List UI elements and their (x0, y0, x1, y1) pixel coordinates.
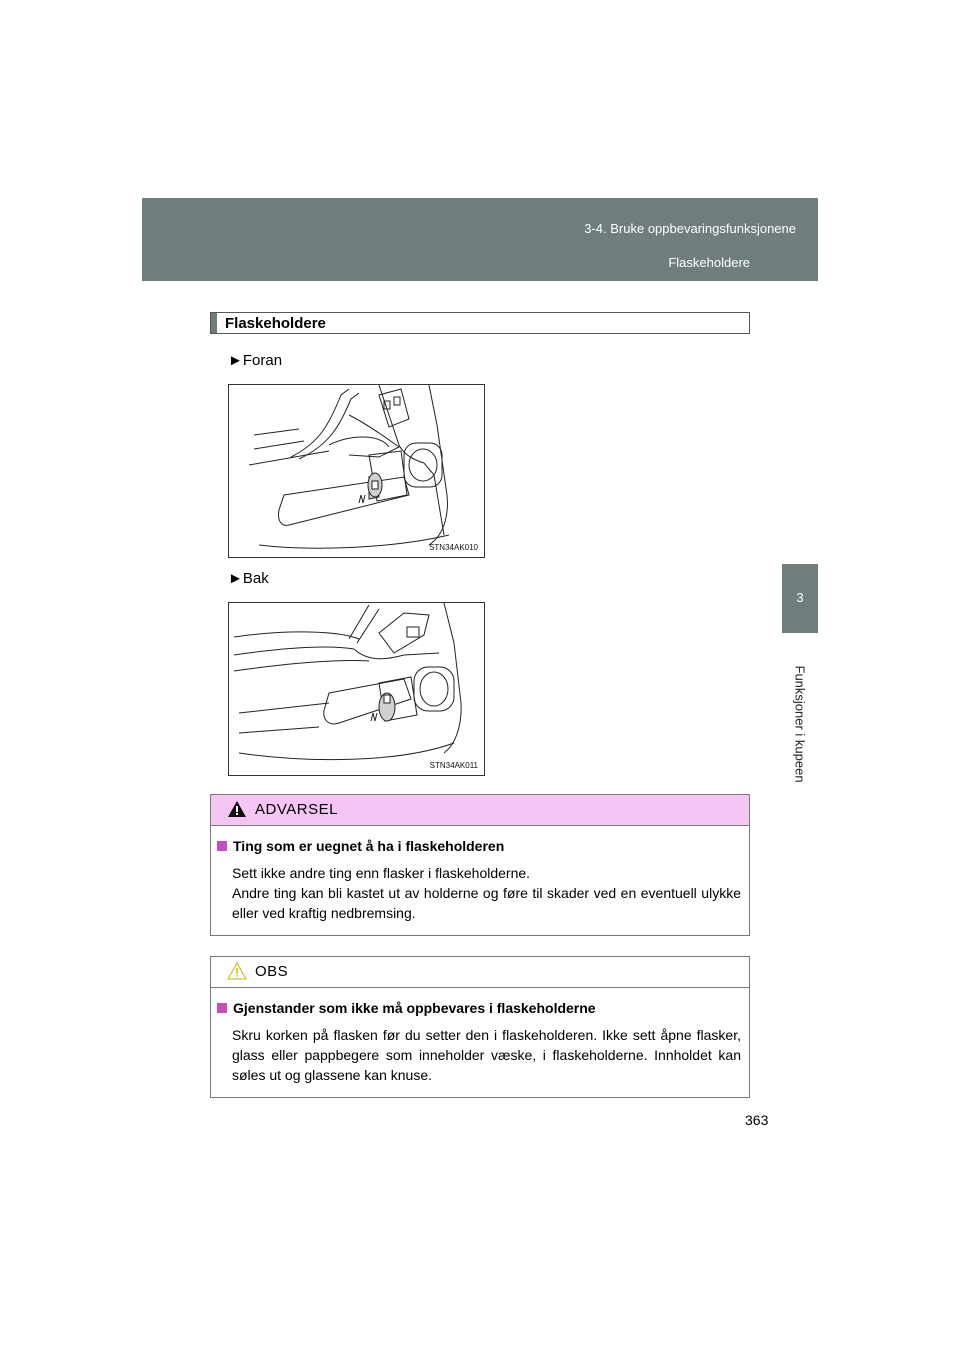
bullet-square-icon (217, 1003, 227, 1013)
warning-triangle-icon (227, 800, 247, 818)
warning-title: ADVARSEL (255, 801, 338, 818)
chapter-tab (782, 564, 818, 633)
caution-triangle-icon (227, 962, 247, 980)
notice-box (210, 956, 750, 1098)
header-subsection-title: Flaskeholdere (668, 255, 750, 270)
figure-code-front: STN34AK010 (429, 543, 478, 552)
rear-label: ►Bak (228, 570, 269, 587)
notice-item-title-text: Gjenstander som ikke må oppbevares i flaskeholderne (233, 1000, 596, 1016)
warning-item-title-text: Ting som er uegnet å ha i flaskeholderen (233, 838, 505, 854)
notice-header (211, 957, 749, 988)
section-heading (210, 312, 750, 334)
warning-header (211, 795, 749, 826)
notice-title: OBS (255, 963, 289, 980)
rear-bottle-holder-figure (228, 602, 485, 776)
page-header (142, 198, 818, 281)
bullet-square-icon (217, 841, 227, 851)
warning-body (211, 826, 749, 923)
rear-door-illustration (229, 603, 484, 775)
chapter-title: Funksjoner i kupeen (792, 665, 808, 783)
warning-text (232, 863, 741, 923)
chapter-number: 3 (796, 590, 804, 605)
front-bottle-holder-figure (228, 384, 485, 558)
notice-body (211, 988, 749, 1085)
section-heading-text: Flaskeholdere (225, 315, 326, 332)
warning-line-1: Sett ikke andre ting enn flasker i flaskeholderne. (232, 865, 531, 881)
notice-item-title (217, 1000, 741, 1016)
notice-text: Skru korken på flasken før du setter den i flaskeholderen. Ikke sett åpne flasker, glass eller pappbegere som inneholder væske, i flaskeholderne. Innholdet kan søles ut og glassene kan knuse. (232, 1027, 741, 1083)
page-number: 363 (745, 1112, 769, 1128)
figure-code-rear: STN34AK011 (429, 761, 478, 770)
warning-item-title (217, 838, 741, 854)
front-door-illustration (229, 385, 484, 557)
heading-bar (211, 313, 217, 333)
warning-line-2: Andre ting kan bli kastet ut av holderne og føre til skader ved en eventuell ulykke eller ved kraftig nedbremsing. (232, 885, 741, 921)
front-label: ►Foran (228, 352, 283, 369)
header-section-title: 3-4. Bruke oppbevaringsfunksjonene (584, 221, 796, 236)
warning-box (210, 794, 750, 936)
